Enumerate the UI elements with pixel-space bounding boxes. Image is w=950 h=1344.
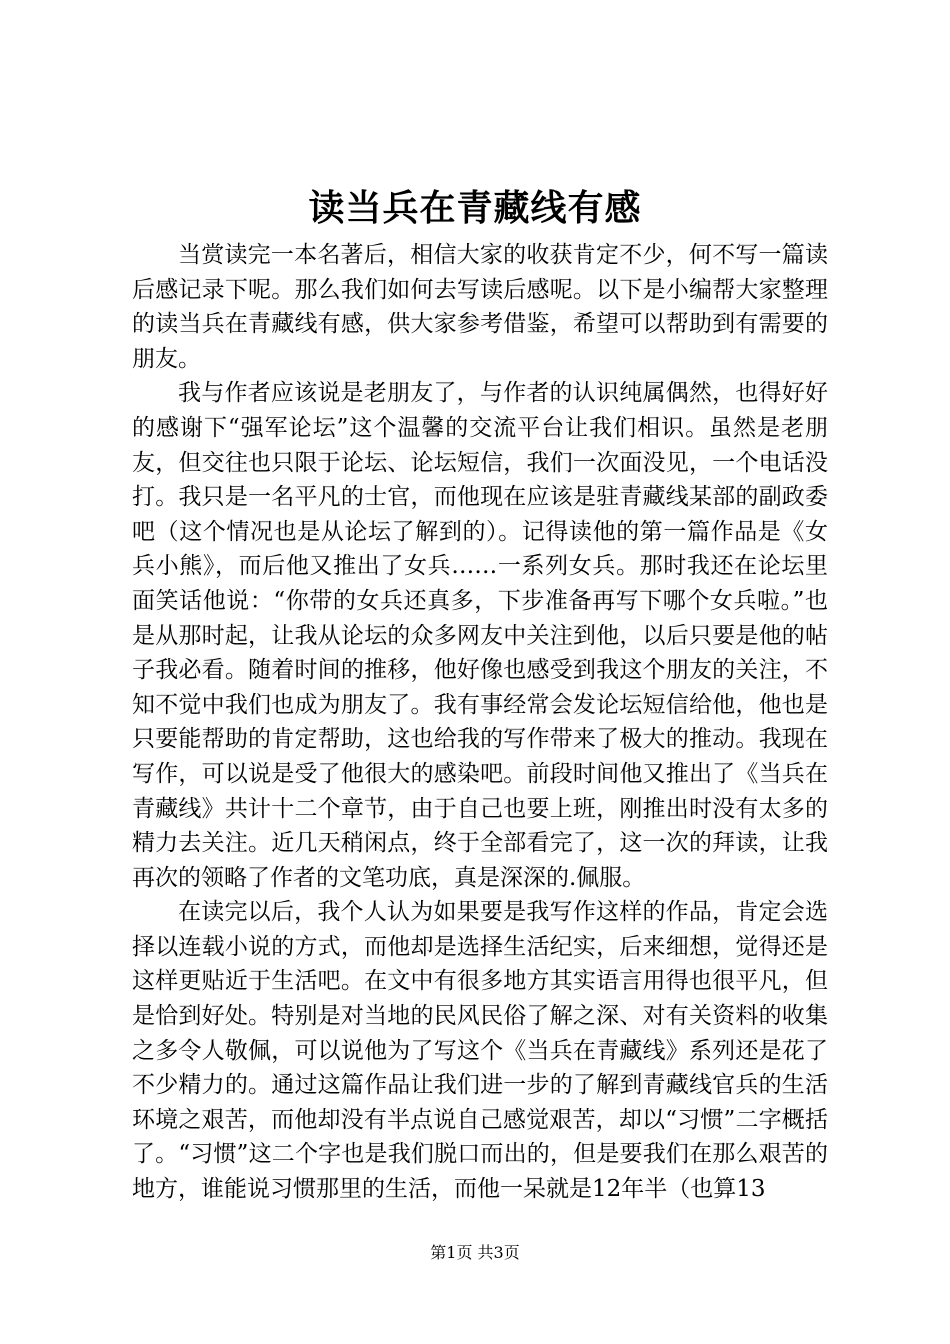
document-body	[132, 238, 828, 1207]
page-footer: 第1页 共3页	[430, 1243, 520, 1262]
paragraph-friendship: 我与作者应该说是老朋友了，与作者的认识纯属偶然，也得好好的感谢下“强军论坛”这个温馨的交流平台让我们相识。虽然是老朋友，但交往也只限于论坛、论坛短信，我们一次面没见，一个电话没打。我只是一名平凡的士官，而他现在应该是驻青藏线某部的副政委吧（这个情况也是从论坛了解到的）。记得读他的第一篇作品是《女兵小熊》，而后他又推出了女兵……一系列女兵。那时我还在论坛里面笑话他说：“你带的女兵还真多，下步准备再写下哪个女兵啦。”也是从那时起，让我从论坛的众多网友中关注到他，以后只要是他的帖子我必看。随着时间的推移，他好像也感受到我这个朋友的关注，不知不觉中我们也成为朋友了。我有事经常会发论坛短信给他，他也是只要能帮助的肯定帮助，这也给我的写作带来了极大的推动。我现在写作，可以说是受了他很大的感染吧。前段时间他又推出了《当兵在青藏线》共计十二个章节，由于自己也要上班，刚推出时没有太多的精力去关注。近几天稍闲点，终于全部看完了，这一次的拜读，让我再次的领略了作者的文笔功底，真是深深的.佩服。	[132, 380, 828, 891]
paragraph-intro: 当赏读完一本名著后，相信大家的收获肯定不少，何不写一篇读后感记录下呢。那么我们如何去写读后感呢。以下是小编帮大家整理的读当兵在青藏线有感，供大家参考借鉴，希望可以帮助到有需要的朋友。	[132, 242, 828, 372]
document-title: 读当兵在青藏线有感	[308, 187, 642, 229]
paragraph-reflection: 在读完以后，我个人认为如果要是我写作这样的作品，肯定会选择以连载小说的方式，而他却是选择生活纪实，后来细想，觉得还是这样更贴近于生活吧。在文中有很多地方其实语言用得也很平凡，但是恰到好处。特别是对当地的民风民俗了解之深、对有关资料的收集之多令人敬佩，可以说他为了写这个《当兵在青藏线》系列还是花了不少精力的。通过这篇作品让我们进一步的了解到青藏线官兵的生活环境之艰苦，而他却没有半点说自己感觉艰苦，却以“习惯”二字概括了。“习惯”这二个字也是我们脱口而出的，但是要我们在那么艰苦的地方，谁能说习惯那里的生活，而他一呆就是12年半（也算13	[132, 899, 828, 1203]
